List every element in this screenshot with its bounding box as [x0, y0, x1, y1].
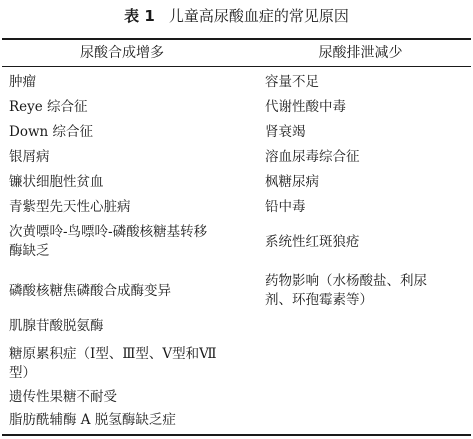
left-cell-acad: 脂肪酰辅酶 A 脱氢酶缺乏症	[9, 412, 176, 428]
left-cell-cyanotic-chd: 青紫型先天性心脏病	[9, 199, 131, 215]
right-cell-hus: 溶血尿毒综合征	[265, 149, 360, 165]
left-cell-sickle-cell: 镰状细胞性贫血	[9, 174, 104, 190]
right-cell-drugs-line1: 药物影响（水杨酸盐、利尿	[265, 273, 427, 289]
header-excretion-decrease: 尿酸排泄减少	[318, 45, 403, 61]
right-cell-sle: 系统性红斑狼疮	[265, 234, 360, 250]
left-cell-gsd-line1: 糖原累积症（Ⅰ型、Ⅲ型、Ⅴ型和Ⅶ	[9, 346, 217, 362]
table-title: 儿童高尿酸血症的常见原因	[168, 7, 349, 25]
left-cell-prps: 磷酸核糖焦磷酸合成酶变异	[9, 283, 171, 299]
header-synthesis-increase: 尿酸合成增多	[80, 45, 164, 61]
top-rule	[2, 38, 471, 40]
left-cell-tumor: 肿瘤	[9, 74, 36, 90]
right-cell-volume-depletion: 容量不足	[265, 74, 319, 90]
left-cell-psoriasis: 银屑病	[9, 149, 50, 165]
left-cell-ampd: 肌腺苷酸脱氨酶	[9, 318, 104, 334]
right-cell-metabolic-acidosis: 代谢性酸中毒	[265, 99, 346, 115]
header-rule	[2, 66, 471, 67]
left-cell-down: Down 综合征	[9, 124, 93, 140]
table-number: 表 1	[124, 7, 155, 25]
table-caption	[0, 6, 473, 26]
right-cell-msud: 枫糖尿病	[265, 174, 319, 190]
right-cell-renal-failure: 肾衰竭	[265, 124, 306, 140]
left-cell-hgprt-line1: 次黄嘌呤-鸟嘌呤-磷酸核糖基转移	[9, 224, 208, 240]
right-cell-lead-poisoning: 铅中毒	[265, 199, 306, 215]
bottom-rule	[2, 434, 471, 436]
left-cell-reye: Reye 综合征	[9, 99, 88, 115]
right-cell-drugs-line2: 剂、环孢霉素等）	[265, 292, 373, 308]
left-cell-hfi: 遗传性果糖不耐受	[9, 389, 117, 405]
left-cell-hgprt-line2: 酶缺乏	[9, 243, 50, 259]
left-cell-gsd-line2: 型）	[9, 365, 36, 381]
